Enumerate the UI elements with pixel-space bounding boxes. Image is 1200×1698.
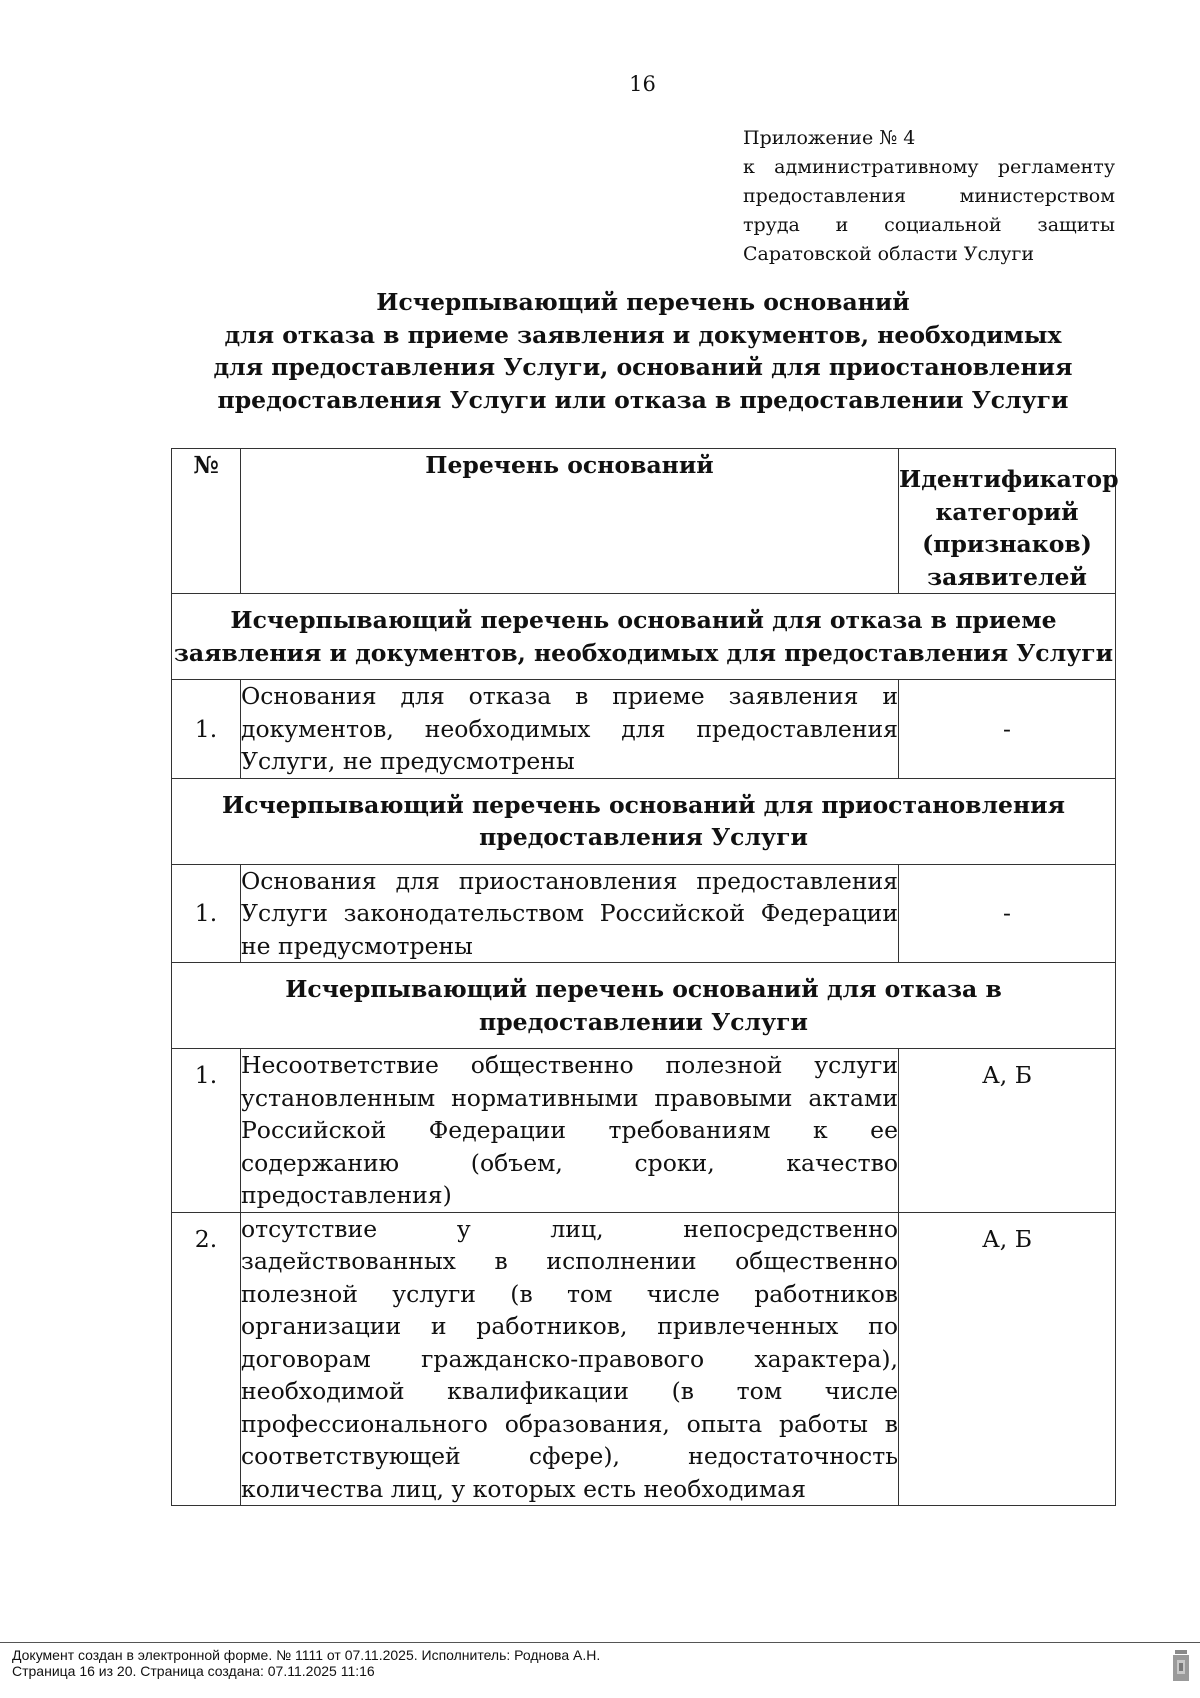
section-row [172,963,1116,1049]
section-title: Исчерпывающий перечень оснований для отказа в приеме заявления и документов, необходимых для предоставления Услуги [172,594,1116,680]
row-number: 2. [172,1212,241,1506]
row-identifier: А, Б [899,1212,1116,1506]
section-title: Исчерпывающий перечень оснований для отказа в предоставлении Услуги [172,963,1116,1049]
title-line: Исчерпывающий перечень оснований [376,288,910,316]
header-identifier: Идентификатор категорий (признаков) заявителей [899,449,1116,594]
page-number: 16 [629,72,656,96]
table-row [172,1212,1116,1506]
section-row [172,594,1116,680]
title-line: для отказа в приеме заявления и документов, необходимых [224,320,1062,349]
row-text: Основания для отказа в приеме заявления и документов, необходимых для предоставления Услуги, не предусмотрены [241,680,899,779]
appendix-reference [743,124,1115,269]
row-number: 1. [172,680,241,779]
footer-document-info: Документ создан в электронной форме. № 1111 от 07.11.2025. Исполнитель: Роднова А.Н. [12,1647,601,1663]
row-number: 1. [172,1049,241,1213]
appendix-heading: Приложение № 4 [743,127,916,149]
section-row [172,778,1116,864]
section-title: Исчерпывающий перечень оснований для приостановления предоставления Услуги [172,778,1116,864]
row-identifier: - [899,864,1116,963]
header-number: № [172,449,241,594]
header-grounds: Перечень оснований [241,449,899,594]
document-title [171,286,1115,416]
table-header-row [172,449,1116,594]
document-footer [12,1647,600,1679]
row-number: 1. [172,864,241,963]
footer-divider [0,1642,1200,1643]
row-text: Несоответствие общественно полезной услуги установленным нормативными правовыми актами Российской Федерации требованиям к ее содержанию (объем, сроки, качество предоставления) [241,1049,899,1213]
row-text: Основания для приостановления предоставления Услуги законодательством Российской Федерации не предусмотрены [241,864,899,963]
footer-page-info: Страница 16 из 20. Страница создана: 07.11.2025 11:16 [12,1663,375,1679]
row-identifier: А, Б [899,1049,1116,1213]
appendix-body: к административному регламенту предоставления министерством труда и социальной защиты Саратовской области Услуги [743,156,1115,265]
table-row [172,864,1116,963]
row-text: отсутствие у лиц, непосредственно задействованных в исполнении общественно полезной услуги (в том числе работников организации и работников, привлеченных по договорам гражданско-правового характера), необходимой квалификации (в том числе профессионального образования, опыта работы в соответствующей сфере), недостаточность количества лиц, у которых есть необходимая [241,1212,899,1506]
row-identifier: - [899,680,1116,779]
table-row [172,680,1116,779]
title-line: предоставления Услуги или отказа в предоставлении Услуги [217,385,1069,414]
emblem-icon [1172,1648,1190,1684]
table-row [172,1049,1116,1213]
grounds-table [171,448,1119,1506]
title-line: для предоставления Услуги, оснований для приостановления [213,353,1073,381]
